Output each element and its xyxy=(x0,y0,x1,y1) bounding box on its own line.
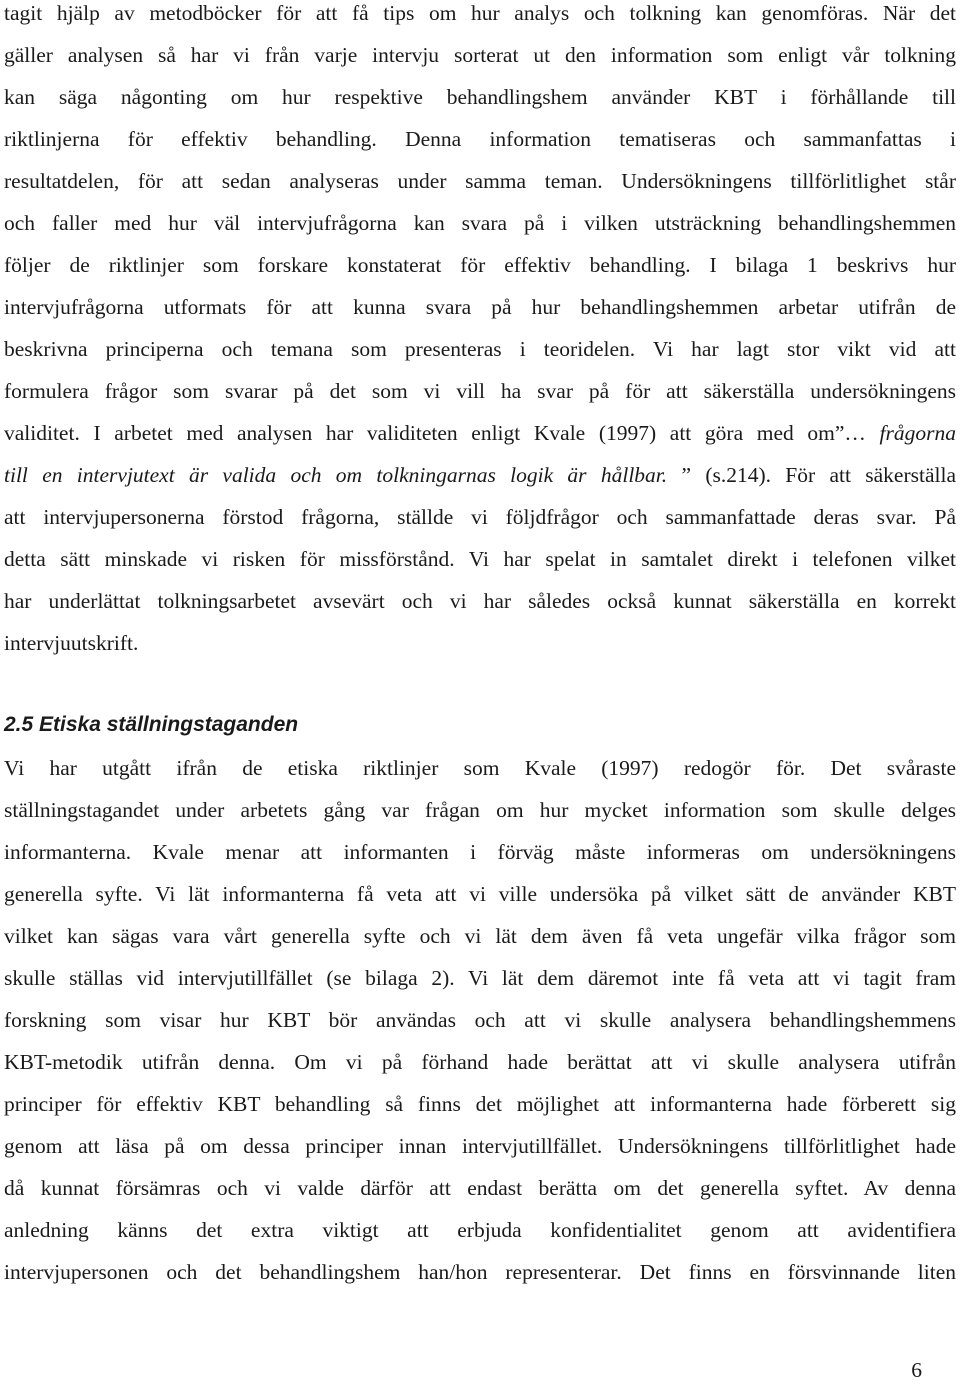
text-line: detta sätt minskade vi risken för missförstånd. Vi har spelat in samtalet direkt i telefonen vilket xyxy=(4,547,956,571)
page-number: 6 xyxy=(911,1358,922,1382)
text-line: att intervjupersonerna förstod frågorna, ställde vi följdfrågor och sammanfattade deras svar. På xyxy=(4,505,956,529)
text-line: tagit hjälp av metodböcker för att få tips om hur analys och tolkning kan genomföras. När det xyxy=(4,1,956,25)
text-line: vilket kan sägas vara vårt generella syfte och vi lät dem även få veta ungefär vilka frågor som xyxy=(4,924,956,948)
text-line: Vi har utgått ifrån de etiska riktlinjer som Kvale (1997) redogör för. Det svåraste xyxy=(4,756,956,780)
text-line-with-quote-end xyxy=(4,454,956,496)
text-line-last: intervjuutskrift. xyxy=(4,631,139,655)
text-line: ställningstagandet under arbetets gång var frågan om hur mycket information som skulle delges xyxy=(4,798,956,822)
text-line: då kunnat försämras och vi valde därför att endast berätta om det generella syftet. Av denna xyxy=(4,1176,956,1200)
text-line: riktlinjerna för effektiv behandling. Denna information tematiseras och sammanfattas i xyxy=(4,127,956,151)
text-line: följer de riktlinjer som forskare konstaterat för effektiv behandling. I bilaga 1 beskrivs hur xyxy=(4,253,956,277)
text-line: formulera frågor som svarar på det som vi vill ha svar på för att säkerställa undersökningens xyxy=(4,379,956,403)
text-run: validitet. I arbetet med analysen har validiteten enligt Kvale (1997) att göra med om”… xyxy=(4,421,866,445)
text-line: skulle ställas vid intervjutillfället (se bilaga 2). Vi lät dem däremot inte få veta att vi tagit fram xyxy=(4,966,956,990)
text-line: kan säga någonting om hur respektive behandlingshem använder KBT i förhållande till xyxy=(4,85,956,109)
text-line: forskning som visar hur KBT bör användas och att vi skulle analysera behandlingshemmens xyxy=(4,1008,956,1032)
text-run: ” (s.214). För att säkerställa xyxy=(681,463,956,487)
text-line: har underlättat tolkningsarbetet avsevärt och vi har således också kunnat säkerställa en korrekt xyxy=(4,589,956,613)
text-line: KBT-metodik utifrån denna. Om vi på förhand hade berättat att vi skulle analysera utifrån xyxy=(4,1050,956,1074)
quote-italic-run: till en intervjutext är valida och om tolkningarnas logik är hållbar. xyxy=(4,463,668,487)
text-line: och faller med hur väl intervjufrågorna kan svara på i vilken utsträckning behandlingshemmen xyxy=(4,211,956,235)
text-line: resultatdelen, för att sedan analyseras under samma teman. Undersökningens tillförlitlighet står xyxy=(4,169,956,193)
text-line: gäller analysen så har vi från varje intervju sorterat ut den information som enligt vår tolkning xyxy=(4,43,956,67)
text-line: intervjupersonen och det behandlingshem han/hon representerar. Det finns en försvinnande liten xyxy=(4,1260,956,1284)
text-line: generella syfte. Vi lät informanterna få veta att vi ville undersöka på vilket sätt de använder KBT xyxy=(4,882,956,906)
quote-italic-run: frågorna xyxy=(879,421,956,445)
text-line-with-quote-start xyxy=(4,412,956,454)
text-line: genom att läsa på om dessa principer innan intervjutillfället. Undersökningens tillförlitlighet hade xyxy=(4,1134,956,1158)
text-line: beskrivna principerna och temana som presenteras i teoridelen. Vi har lagt stor vikt vid att xyxy=(4,337,956,361)
section-heading: 2.5 Etiska ställningstaganden xyxy=(4,713,299,736)
text-line: anledning känns det extra viktigt att erbjuda konfidentialitet genom att avidentifiera xyxy=(4,1218,956,1242)
text-line: intervjufrågorna utformats för att kunna svara på hur behandlingshemmen arbetar utifrån de xyxy=(4,295,956,319)
text-line: informanterna. Kvale menar att informanten i förväg måste informeras om undersökningens xyxy=(4,840,956,864)
text-line: principer för effektiv KBT behandling så finns det möjlighet att informanterna hade förberett sig xyxy=(4,1092,956,1116)
